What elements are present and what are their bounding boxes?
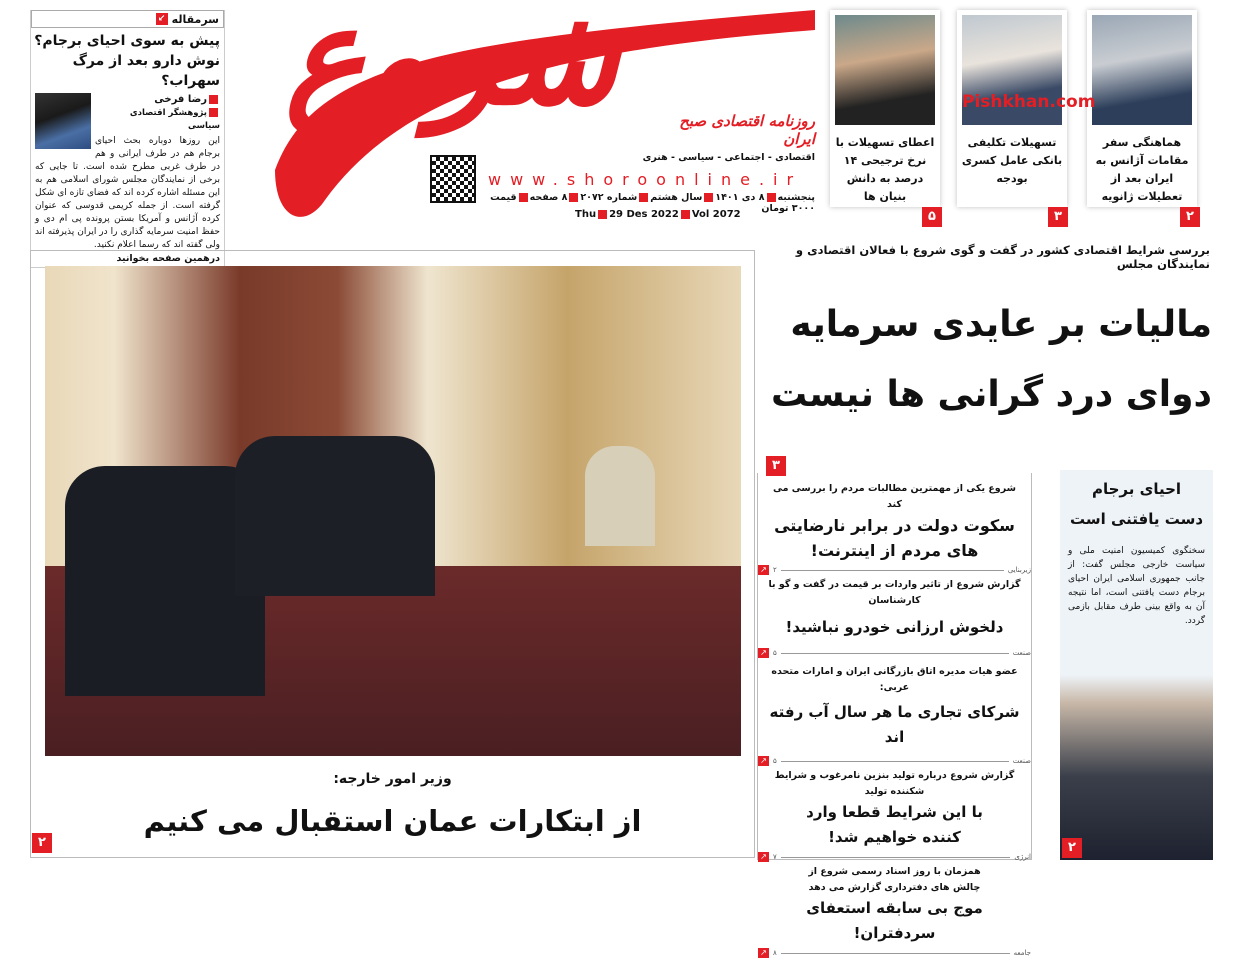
date-line-fa: پنجشنبه۸ دی ۱۴۰۱سال هشتمشماره ۲۰۷۲۸ صفحهقیمت ۳۰۰۰ تومان — [490, 192, 815, 214]
side-photo — [1060, 675, 1213, 860]
editorial-box — [30, 10, 225, 268]
list-item[interactable]: شروع یکی از مهمترین مطالبات مردم را بررسی می کند سکوت دولت در برابر نارضایتی های مردم از اینترنت! — [773, 483, 1016, 560]
item-footer: جامعه ۸ ↗ — [758, 946, 1031, 960]
page-number: ۲ — [1180, 207, 1200, 227]
page-number: ۲ — [32, 833, 52, 853]
item-footer: زیربنایی ۲ ↗ — [758, 563, 1031, 577]
arrow-icon: ↗ — [758, 852, 769, 862]
lead-headline[interactable]: مالیات بر عایدی سرمایه دوای درد گرانی ها نیست — [770, 304, 1212, 415]
author-role: پژوهشگر اقتصادی سیاسی — [129, 108, 220, 131]
story-text: اعطای تسهیلات با نرخ ترجیحی ۱۴ درصد به دانش بنیان ها — [835, 136, 935, 203]
item-footer: صنعت ۵ ↗ — [758, 754, 1031, 768]
arrow-icon: ↗ — [758, 756, 769, 766]
top-story[interactable] — [830, 10, 940, 207]
arrow-icon: ↙ — [156, 13, 168, 25]
lead-kicker: بررسی شرایط اقتصادی کشور در گفت و گوی شروع با فعالان اقتصادی و نمایندگان مجلس — [795, 243, 1210, 271]
side-story[interactable] — [1060, 470, 1213, 860]
photo-kicker: وزیر امور خارجه: — [333, 771, 452, 787]
logo: شروع — [285, 0, 619, 135]
main-photo — [45, 266, 741, 756]
list-item[interactable]: گزارش شروع درباره تولید بنزین نامرغوب و شرایط شکننده تولید با این شرایط قطعا وارد کننده خواهیم شد! — [774, 770, 1015, 846]
page-number: ۳ — [1048, 207, 1068, 227]
page-number: ۵ — [922, 207, 942, 227]
photo-story — [30, 250, 755, 858]
date-line-en: Thu 29 Des 2022 Vol 2072 — [575, 209, 741, 220]
section-label: سرمقاله — [171, 12, 219, 26]
tagline: روزنامه اقتصادی صبح ایران — [679, 112, 815, 148]
news-list — [757, 473, 1032, 957]
categories: اقتصادی - اجتماعی - سیاسی - هنری — [642, 152, 815, 163]
list-item[interactable]: همزمان با روز اسناد رسمی شروع از چالش های دفترداری گزارش می دهد موج بی سابقه استعفای سردفتران! — [806, 866, 983, 942]
story-text: هماهنگی سفر مقامات آژانس به ایران بعد از تعطیلات ژانویه — [1095, 136, 1189, 203]
arrow-icon: ↗ — [758, 648, 769, 658]
item-footer: انرژی ۷ ↗ — [758, 850, 1031, 864]
side-body: سخنگوی کمیسیون امنیت ملی و سیاست خارجی مجلس گفت: از جانب جمهوری اسلامی ایران احیای برجام دست یافتنی است، اما نتیجه آن به واقع بینی طرف مقابل بازمی گردد. — [1068, 546, 1205, 626]
photo-headline[interactable]: از ابتکارات عمان استقبال می کنیم — [143, 804, 642, 838]
arrow-icon: ↗ — [758, 948, 769, 958]
story-photo — [1092, 15, 1192, 125]
qr-code — [430, 155, 476, 203]
editorial-header — [31, 10, 224, 28]
title-line: پیش به سوی احیای برجام؟ — [34, 33, 220, 49]
read-more-link[interactable]: درهمین صفحه بخوانید — [116, 253, 220, 264]
author-name: رضا فرخی — [31, 93, 224, 107]
arrow-icon: ↗ — [758, 565, 769, 575]
story-text: تسهیلات تکلیفی بانکی عامل کسری بودجه — [961, 136, 1063, 185]
watermark: Pishkhan.com — [962, 92, 1096, 112]
website-url[interactable]: www.shoroonline.ir — [488, 170, 803, 189]
editorial-body: این روزها دوباره بحث احیای برجام هم در طرف ایرانی و هم در طرف غربی مطرح شده است. تا جایی که برخی از نمایندگان مجلس شورای اسلامی هم به این مسئله اشاره کرده اند که فضای تازه ای شکل گرفته است. از جمله کریمی قدوسی که عنوان کرده آژانس و آمریکا بستن پرونده پی ام دی و حفظ امنیت سرمایه گذاری را در ایران پذیرفته اند ولی گفته اند که رسما اعلام نکنید. — [35, 136, 220, 250]
list-item[interactable]: عضو هیات مدیره اتاق بازرگانی ایران و امارات متحده عربی: شرکای تجاری ما هر سال آب رفته اند — [769, 666, 1020, 746]
page-number: ۳ — [766, 456, 786, 476]
story-photo — [835, 15, 935, 125]
author-photo — [35, 93, 91, 149]
title-line: نوش دارو بعد از مرگ سهراب؟ — [72, 53, 220, 89]
item-footer: صنعت ۵ ↗ — [758, 646, 1031, 660]
top-story[interactable] — [1087, 10, 1197, 207]
list-item[interactable]: گزارش شروع از تاثیر واردات بر قیمت در گفت و گو با کارشناسان دلخوش ارزانی خودرو نباشید! — [768, 579, 1021, 636]
editorial-title[interactable] — [31, 31, 224, 91]
side-headline: احیای برجام دست یافتنی است — [1069, 480, 1204, 528]
page-number: ۲ — [1062, 838, 1082, 858]
